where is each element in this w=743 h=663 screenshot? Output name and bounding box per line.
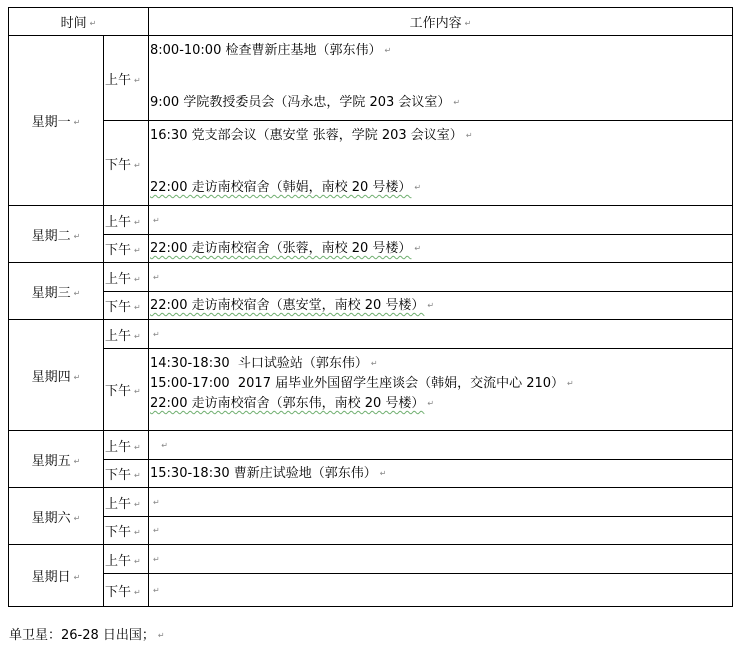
day-label: 星期一 [31,115,71,130]
paragraph-mark-icon: ↵ [134,331,141,341]
paragraph-mark-icon: ↵ [153,497,160,507]
paragraph-mark-icon: ↵ [134,274,141,284]
paragraph-mark-icon: ↵ [153,526,160,535]
period-cell [104,263,149,292]
schedule-row [9,206,733,235]
day-label: 星期四 [31,369,71,385]
paragraph-mark-icon: ↵ [134,556,141,566]
schedule-entry-text: 14:30-18:30 斗口试验站（郭东伟） [150,356,368,371]
paragraph-mark-icon: ↵ [73,231,81,241]
paragraph-mark-icon: ↵ [134,160,141,170]
schedule-row [9,235,733,263]
schedule-entry [150,437,732,454]
period-label: 上午 [105,553,132,569]
period-label: 下午 [105,584,132,600]
schedule-entry [150,522,732,539]
day-cell [9,36,104,206]
paragraph-mark-icon: ↵ [134,499,141,509]
schedule-entry-text: 22:00 走访南校宿舍（张蓉，南校 20 号楼） [150,241,412,256]
schedule-entry [150,179,732,196]
footnote [9,628,165,644]
paragraph-mark-icon: ↵ [73,513,81,523]
day-label: 星期六 [31,510,71,526]
paragraph-mark-icon: ↵ [73,456,81,466]
schedule-row [9,121,733,206]
period-cell [104,320,149,349]
day-label: 星期二 [31,228,71,244]
period-cell [104,349,149,431]
schedule-table [8,7,733,607]
content-cell [149,431,733,460]
schedule-entry [150,326,732,343]
day-label: 星期三 [31,285,71,301]
paragraph-mark-icon: ↵ [427,399,435,408]
paragraph-mark-icon: ↵ [153,329,160,339]
paragraph-mark-icon: ↵ [161,440,168,450]
schedule-row [9,292,733,320]
paragraph-mark-icon: ↵ [453,98,461,107]
period-cell [104,36,149,121]
period-label: 上午 [105,214,132,230]
content-cell [149,206,733,235]
schedule-body [9,8,733,607]
schedule-entry-text: 15:30-18:30 曹新庄试验地（郭东伟） [150,466,377,481]
paragraph-mark-icon: ↵ [157,631,165,640]
period-label: 上午 [105,439,132,455]
schedule-row [9,320,733,349]
schedule-row [9,517,733,545]
day-label: 星期日 [31,570,71,585]
day-cell [9,488,104,545]
paragraph-mark-icon: ↵ [427,301,435,310]
paragraph-mark-icon: ↵ [134,587,141,597]
paragraph-mark-icon: ↵ [73,372,81,382]
schedule-entry [150,153,732,170]
schedule-entry-text: 22:00 走访南校宿舍（韩娟，南校 20 号楼） [150,180,412,195]
paragraph-mark-icon: ↵ [134,246,141,255]
schedule-entry [150,240,732,257]
paragraph-mark-icon: ↵ [567,379,574,388]
paragraph-mark-icon: ↵ [464,19,472,28]
time-header-label: 时间 [60,16,87,31]
schedule-entry [150,465,732,482]
schedule-row [9,263,733,292]
schedule-entry [150,355,732,372]
period-cell [104,292,149,320]
schedule-entry [150,127,732,144]
content-cell [149,320,733,349]
paragraph-mark-icon: ↵ [134,75,141,85]
schedule-entry-text [150,438,158,453]
schedule-entry-text: 15:00-17:00 2017 届毕业外国留学生座谈会（韩娟，交流中心 210） [150,376,565,391]
day-cell [9,320,104,431]
paragraph-mark-icon: ↵ [370,359,378,368]
period-cell [104,545,149,574]
day-cell [9,545,104,607]
time-header [9,8,149,36]
schedule-row [9,460,733,488]
schedule-entry [150,42,732,59]
paragraph-mark-icon: ↵ [73,573,81,582]
schedule-entry-text: 9:00 学院教授委员会（冯永忠，学院 203 会议室） [150,95,451,110]
period-cell [104,460,149,488]
paragraph-mark-icon: ↵ [89,19,97,28]
content-cell [149,36,733,121]
period-label: 下午 [105,243,132,258]
period-cell [104,574,149,607]
content-header [149,8,733,36]
paragraph-mark-icon: ↵ [153,215,160,225]
period-cell [104,121,149,206]
schedule-entry [150,582,732,599]
schedule-entry [150,375,732,392]
footnote-text: 单卫星：26-28 日出国； [9,628,155,643]
schedule-entry [150,269,732,286]
schedule-entry [150,94,732,111]
schedule-row [9,574,733,607]
period-label: 上午 [105,328,132,344]
content-cell [149,292,733,320]
day-cell [9,263,104,320]
paragraph-mark-icon: ↵ [379,469,387,478]
period-label: 下午 [105,157,132,173]
schedule-entry [150,297,732,314]
schedule-entry [150,494,732,511]
paragraph-mark-icon: ↵ [134,471,141,480]
content-cell [149,235,733,263]
content-header-label: 工作内容 [409,16,462,31]
paragraph-mark-icon: ↵ [134,442,141,452]
paragraph-mark-icon: ↵ [153,272,160,282]
schedule-row [9,431,733,460]
content-cell [149,460,733,488]
day-cell [9,206,104,263]
day-cell [9,431,104,488]
period-label: 下午 [105,525,132,540]
header-row [9,8,733,36]
paragraph-mark-icon: ↵ [465,131,473,140]
schedule-row [9,36,733,121]
period-label: 上午 [105,72,132,88]
period-cell [104,206,149,235]
period-cell [104,431,149,460]
paragraph-mark-icon: ↵ [73,288,81,298]
schedule-entry-text: 22:00 走访南校宿舍（郭东伟，南校 20 号楼） [150,396,425,411]
period-cell [104,235,149,263]
paragraph-mark-icon: ↵ [384,46,392,55]
content-cell [149,121,733,206]
schedule-entry [150,68,732,85]
paragraph-mark-icon: ↵ [134,303,141,312]
paragraph-mark-icon: ↵ [134,528,141,537]
paragraph-mark-icon: ↵ [414,183,422,192]
period-cell [104,517,149,545]
period-label: 下午 [105,468,132,483]
content-cell [149,574,733,607]
content-cell [149,349,733,431]
content-cell [149,517,733,545]
schedule-entry [150,395,732,412]
period-label: 下午 [105,384,132,399]
day-label: 星期五 [31,453,71,469]
content-cell [149,488,733,517]
content-cell [149,263,733,292]
schedule-row [9,488,733,517]
schedule-entry [150,551,732,568]
schedule-entry-text: 16:30 党支部会议（惠安堂 张蓉，学院 203 会议室） [150,128,463,143]
schedule-row [9,349,733,431]
schedule-entry-text: 22:00 走访南校宿舍（惠安堂，南校 20 号楼） [150,298,425,313]
paragraph-mark-icon: ↵ [134,387,141,396]
paragraph-mark-icon: ↵ [153,554,160,564]
period-label: 上午 [105,271,132,287]
schedule-entry [150,212,732,229]
schedule-row [9,545,733,574]
paragraph-mark-icon: ↵ [414,244,422,253]
period-label: 上午 [105,496,132,512]
period-cell [104,488,149,517]
paragraph-mark-icon: ↵ [153,585,160,595]
schedule-entry-text: 8:00-10:00 检查曹新庄基地（郭东伟） [150,43,382,58]
period-label: 下午 [105,300,132,315]
content-cell [149,545,733,574]
paragraph-mark-icon: ↵ [134,217,141,227]
paragraph-mark-icon: ↵ [73,118,81,127]
